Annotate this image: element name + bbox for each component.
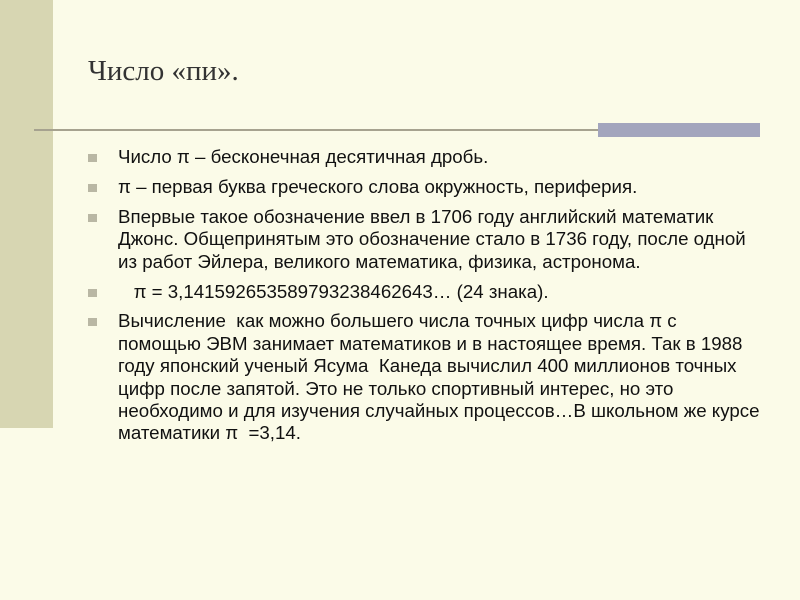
bullet-list [88, 146, 765, 452]
bullet-item [88, 206, 760, 273]
bullet-text: Число π – бесконечная десятичная дробь. [118, 146, 489, 167]
bullet-item [88, 146, 760, 168]
slide-title: Число «пи». [88, 55, 239, 87]
bullet-text: π – первая буква греческого слова окружность, периферия. [118, 175, 638, 197]
bullet-item [88, 310, 765, 444]
bullet-item [88, 281, 760, 303]
side-decoration-band [0, 0, 53, 428]
square-bullet-icon [88, 214, 97, 222]
square-bullet-icon [88, 289, 97, 297]
square-bullet-icon [88, 318, 97, 326]
bullet-text: π = 3,141592653589793238462643… (24 знака). [118, 280, 549, 302]
title-divider-line [34, 129, 598, 131]
bullet-text: Вычисление как можно большего числа точных цифр числа π с помощью ЭВМ занимает математиков и в настоящее время. Так в 1988 году японский ученый Ясума Канеда вычислил 400 миллионов точных цифр после запятой. Это не только спортивный интерес, но это необходимо и для изучения случайных процессов…В школьном же курсе математики π =3,14. [118, 310, 765, 444]
square-bullet-icon [88, 154, 97, 162]
title-divider-accent-block [598, 123, 760, 137]
bullet-item [88, 176, 760, 198]
bullet-text: Впервые такое обозначение ввел в 1706 году английский математик Джонс. Общепринятым это обозначение стало в 1736 году, после одной из работ Эйлера, великого математика, физика, астронома. [118, 205, 751, 272]
square-bullet-icon [88, 184, 97, 192]
